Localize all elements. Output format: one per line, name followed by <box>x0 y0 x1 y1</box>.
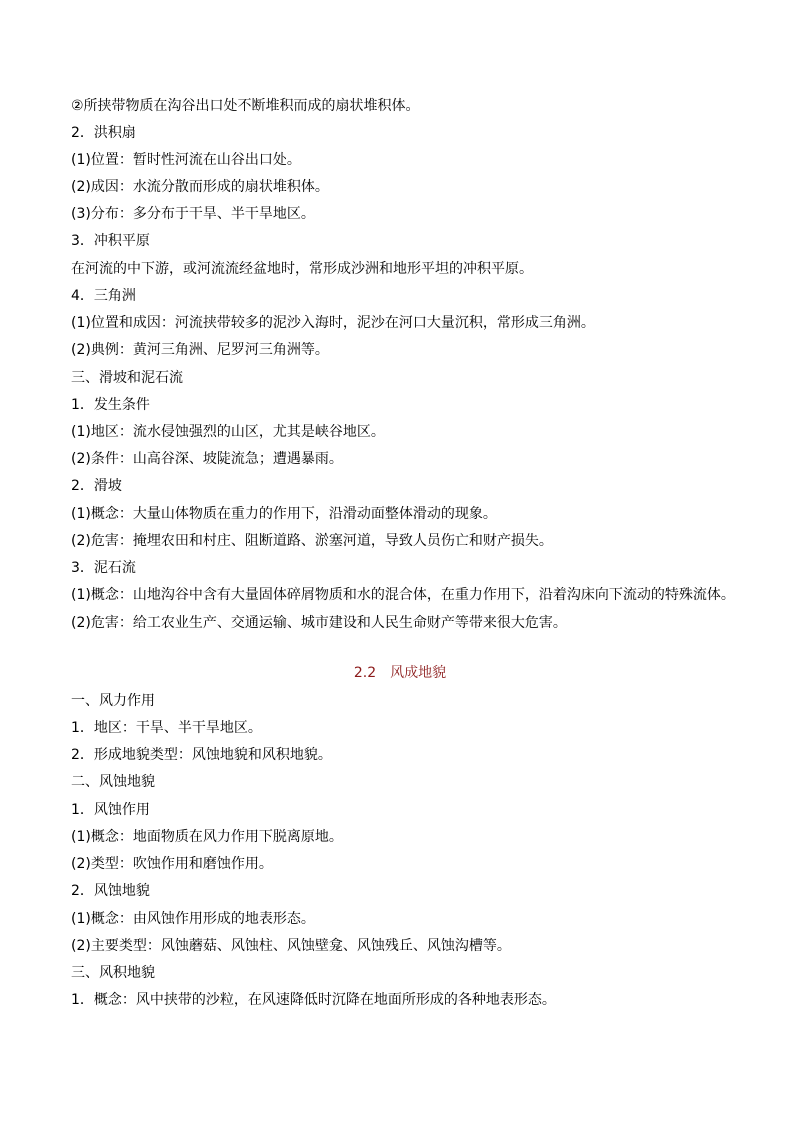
text-line: (2)危害：给工农业生产、交通运输、城市建设和人民生命财产等带来很大危害。 <box>71 615 567 631</box>
heading-debris-flow: 3．泥石流 <box>71 560 136 576</box>
text-line: (2)主要类型：风蚀蘑菇、风蚀柱、风蚀壁龛、风蚀残丘、风蚀沟槽等。 <box>71 938 511 954</box>
heading-wind-erosion: 1．风蚀作用 <box>71 802 150 818</box>
text-line: (2)条件：山高谷深、坡陡流急；遭遇暴雨。 <box>71 451 343 467</box>
text-line: (1)概念：山地沟谷中含有大量固体碎屑物质和水的混合体，在重力作用下，沿着沟床向下流动的特殊流体。 <box>71 587 735 603</box>
heading-landslide-debris-flow: 三、滑坡和泥石流 <box>71 370 183 386</box>
text-line: (1)概念：由风蚀作用形成的地表形态。 <box>71 911 315 927</box>
text-line: (1)位置：暂时性河流在山谷出口处。 <box>71 152 301 168</box>
heading-wind-action: 一、风力作用 <box>71 693 155 709</box>
heading-alluvial-fan: 2．洪积扇 <box>71 125 136 141</box>
heading-aeolian-deposition: 三、风积地貌 <box>71 965 155 981</box>
heading-wind-erosion-landform: 2．风蚀地貌 <box>71 883 150 899</box>
text-line: 在河流的中下游，或河流流经盆地时，常形成沙洲和地形平坦的冲积平原。 <box>71 261 533 277</box>
section-title-text: 2.2 风成地貌 <box>353 665 447 681</box>
heading-landslide: 2．滑坡 <box>71 478 122 494</box>
heading-wind-erosion-landforms: 二、风蚀地貌 <box>71 774 155 790</box>
heading-delta: 4．三角洲 <box>71 288 136 304</box>
text-line: (2)类型：吹蚀作用和磨蚀作用。 <box>71 856 273 872</box>
heading-conditions: 1．发生条件 <box>71 397 150 413</box>
text-line: (2)成因：水流分散而形成的扇状堆积体。 <box>71 179 329 195</box>
text-line: (2)危害：掩埋农田和村庄、阻断道路、淤塞河道，导致人员伤亡和财产损失。 <box>71 533 553 549</box>
text-line: 1．概念：风中挟带的沙粒，在风速降低时沉降在地面所形成的各种地表形态。 <box>71 992 556 1008</box>
text-line: (1)地区：流水侵蚀强烈的山区，尤其是峡谷地区。 <box>71 424 385 440</box>
text-line: ②所挟带物质在沟谷出口处不断堆积而成的扇状堆积体。 <box>71 98 420 114</box>
text-line: (1)位置和成因：河流挟带较多的泥沙入海时，泥沙在河口大量沉积，常形成三角洲。 <box>71 315 595 331</box>
text-line: 1．地区：干旱、半干旱地区。 <box>71 720 262 736</box>
text-line: (1)概念：大量山体物质在重力的作用下，沿滑动面整体滑动的现象。 <box>71 506 497 522</box>
heading-alluvial-plain: 3．冲积平原 <box>71 233 150 249</box>
text-line: (1)概念：地面物质在风力作用下脱离原地。 <box>71 829 343 845</box>
text-line: (2)典例：黄河三角洲、尼罗河三角洲等。 <box>71 342 329 358</box>
text-line: (3)分布：多分布于干旱、半干旱地区。 <box>71 206 315 222</box>
text-line: 2．形成地貌类型：风蚀地貌和风积地貌。 <box>71 747 332 763</box>
section-title <box>0 663 794 683</box>
